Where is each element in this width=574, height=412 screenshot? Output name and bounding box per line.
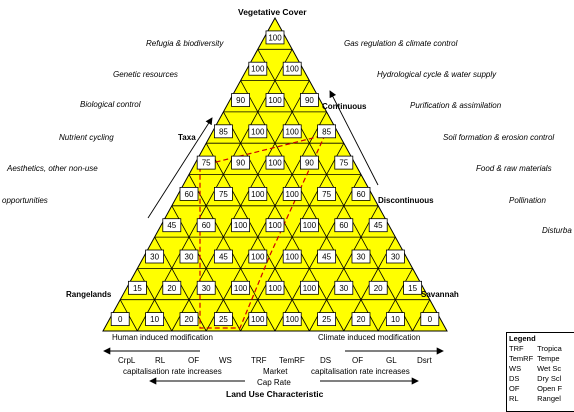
value-box-text: 100 <box>285 127 299 137</box>
value-box-text: 10 <box>150 315 160 325</box>
value-box <box>214 187 232 200</box>
value-box <box>111 313 129 326</box>
value-box-text: 100 <box>251 189 265 199</box>
cap-rate-right-label: capitalisation rate increases <box>311 367 410 376</box>
value-box <box>318 187 336 200</box>
category-label: TRF <box>251 356 267 365</box>
value-box <box>266 94 284 107</box>
value-box-text: 20 <box>356 315 366 325</box>
value-box-text: 45 <box>167 221 177 231</box>
value-box <box>163 281 181 294</box>
legend-code: TRF <box>509 344 524 353</box>
value-box-text: 100 <box>233 283 248 293</box>
category-label: CrpL <box>118 356 136 365</box>
left-service: Refugia & biodiversity <box>146 39 224 48</box>
value-box-text: 90 <box>236 96 246 106</box>
value-box <box>404 281 422 294</box>
value-box-text: 30 <box>390 252 400 262</box>
value-box-text: 85 <box>322 127 332 137</box>
value-box-text: 45 <box>373 221 383 231</box>
right-service: Soil formation & erosion control <box>443 133 555 142</box>
value-box-text: 100 <box>251 64 265 74</box>
legend-row <box>509 374 574 384</box>
value-box <box>335 156 353 169</box>
vegetative-cover-title: Vegetative Cover <box>238 7 307 17</box>
value-box <box>180 250 198 263</box>
legend-row <box>509 344 574 354</box>
continuous-label: Continuous <box>322 102 367 111</box>
value-box <box>369 219 387 232</box>
value-box <box>197 281 215 294</box>
value-box <box>128 281 146 294</box>
value-box-text: 45 <box>322 252 332 262</box>
value-box <box>180 187 198 200</box>
value-box <box>249 187 267 200</box>
value-box-text: 100 <box>285 252 299 262</box>
value-box <box>352 313 370 326</box>
value-box-text: 60 <box>356 189 366 199</box>
value-box <box>232 94 250 107</box>
value-box-text: 60 <box>339 221 349 231</box>
value-box-text: 100 <box>285 64 299 74</box>
legend-text: Wet Sc <box>537 364 562 373</box>
value-box-text: 30 <box>150 252 160 262</box>
value-box <box>232 281 250 294</box>
cap-rate-left-label: capitalisation rate increases <box>123 367 222 376</box>
legend-text: Rangel <box>537 394 561 403</box>
discontinuous-label: Discontinuous <box>378 196 434 205</box>
value-box <box>421 313 439 326</box>
left-service: Nutrient cycling <box>59 133 114 142</box>
value-box <box>249 313 267 326</box>
category-label: WS <box>219 356 232 365</box>
value-box <box>283 187 301 200</box>
value-box-text: 60 <box>201 221 211 231</box>
value-box-text: 100 <box>302 221 317 231</box>
category-label: RL <box>155 356 166 365</box>
value-box-text: 90 <box>304 158 314 168</box>
value-box <box>300 281 318 294</box>
value-box-text: 20 <box>373 283 383 293</box>
value-box <box>266 156 284 169</box>
value-box <box>283 250 301 263</box>
legend-code: DS <box>509 374 520 383</box>
human-modification-label: Human induced modification <box>112 333 213 342</box>
right-service: Disturba <box>542 226 572 235</box>
value-box-text: 25 <box>322 315 332 325</box>
value-box <box>214 125 232 138</box>
value-box <box>146 250 164 263</box>
value-box-text: 75 <box>322 189 332 199</box>
value-box <box>249 125 267 138</box>
left-service: opportunities <box>2 196 48 205</box>
value-box-text: 90 <box>304 96 314 106</box>
value-box <box>318 313 336 326</box>
value-box-text: 85 <box>218 127 228 137</box>
cap-rate-label: Cap Rate <box>257 378 291 387</box>
legend-code: TemRF <box>509 354 534 363</box>
legend-row <box>509 394 574 404</box>
value-box-text: 100 <box>251 315 265 325</box>
value-box-text: 20 <box>184 315 194 325</box>
value-box <box>266 281 284 294</box>
value-box <box>300 94 318 107</box>
value-box-text: 30 <box>184 252 194 262</box>
legend-row <box>509 354 574 364</box>
value-box-text: 100 <box>268 33 282 43</box>
value-box-text: 100 <box>268 158 282 168</box>
value-box-text: 75 <box>201 158 211 168</box>
value-box-text: 90 <box>236 158 246 168</box>
left-service: Biological control <box>80 100 141 109</box>
value-box-text: 60 <box>184 189 194 199</box>
value-box-text: 25 <box>218 315 228 325</box>
category-label: Dsrt <box>417 356 432 365</box>
right-service: Pollination <box>509 196 546 205</box>
value-box <box>266 31 284 44</box>
value-box-text: 75 <box>339 158 349 168</box>
value-box <box>335 281 353 294</box>
value-box-text: 100 <box>285 189 299 199</box>
value-box <box>283 313 301 326</box>
rangelands-label: Rangelands <box>66 290 112 299</box>
savannah-label: Savannah <box>421 290 459 299</box>
value-box <box>386 250 404 263</box>
land-use-title: Land Use Characteristic <box>226 389 324 399</box>
value-box <box>318 125 336 138</box>
legend-title: Legend <box>509 334 536 343</box>
right-service: Gas regulation & climate control <box>344 39 458 48</box>
value-box-text: 100 <box>233 221 248 231</box>
category-label: TemRF <box>279 356 305 365</box>
value-box <box>283 125 301 138</box>
value-box <box>369 281 387 294</box>
value-box <box>197 219 215 232</box>
value-box-text: 15 <box>408 283 418 293</box>
value-box-text: 100 <box>268 96 282 106</box>
value-box <box>318 250 336 263</box>
legend-text: Open F <box>537 384 563 393</box>
value-box-text: 30 <box>201 283 211 293</box>
value-box <box>180 313 198 326</box>
climate-modification-label: Climate induced modification <box>318 333 421 342</box>
value-box-text: 30 <box>339 283 349 293</box>
value-box <box>283 62 301 75</box>
value-box-text: 20 <box>167 283 177 293</box>
value-box-text: 0 <box>117 315 123 325</box>
category-label: DS <box>320 356 332 365</box>
legend-row <box>509 364 574 374</box>
value-box <box>232 219 250 232</box>
legend-code: OF <box>509 384 520 393</box>
value-box-text: 75 <box>218 189 228 199</box>
value-box <box>300 219 318 232</box>
value-box-text: 10 <box>390 315 400 325</box>
value-box-text: 15 <box>132 283 142 293</box>
right-service: Purification & assimilation <box>410 101 502 110</box>
market-label: Market <box>263 367 288 376</box>
value-box-text: 0 <box>427 315 433 325</box>
right-service: Food & raw materials <box>476 164 552 173</box>
legend-box <box>506 332 574 412</box>
left-service: Aesthetics, other non-use <box>7 164 98 173</box>
legend-row <box>509 384 574 394</box>
value-box-text: 100 <box>268 283 282 293</box>
value-box <box>300 156 318 169</box>
value-box <box>335 219 353 232</box>
taxa-label: Taxa <box>178 133 196 142</box>
legend-code: WS <box>509 364 522 373</box>
legend-code: RL <box>509 394 519 403</box>
value-box <box>197 156 215 169</box>
legend-text: Tropica <box>537 344 562 353</box>
value-box-text: 30 <box>356 252 366 262</box>
value-box-text: 100 <box>268 221 282 231</box>
value-box-text: 45 <box>218 252 228 262</box>
value-box <box>249 250 267 263</box>
right-service: Hydrological cycle & water supply <box>377 70 497 79</box>
value-box <box>249 62 267 75</box>
value-box <box>352 187 370 200</box>
value-box <box>214 313 232 326</box>
value-box <box>352 250 370 263</box>
category-label: GL <box>386 356 397 365</box>
left-service: Genetic resources <box>113 70 178 79</box>
value-box-text: 100 <box>302 283 317 293</box>
value-box-text: 100 <box>251 252 265 262</box>
category-label: OF <box>352 356 364 365</box>
value-box <box>163 219 181 232</box>
value-box <box>214 250 232 263</box>
value-box <box>232 156 250 169</box>
legend-text: Dry Scl <box>537 374 562 383</box>
value-box-text: 100 <box>251 127 265 137</box>
value-box <box>266 219 284 232</box>
value-box <box>146 313 164 326</box>
value-box <box>386 313 404 326</box>
value-box-text: 100 <box>285 315 299 325</box>
category-label: OF <box>188 356 200 365</box>
legend-text: Tempe <box>537 354 560 363</box>
